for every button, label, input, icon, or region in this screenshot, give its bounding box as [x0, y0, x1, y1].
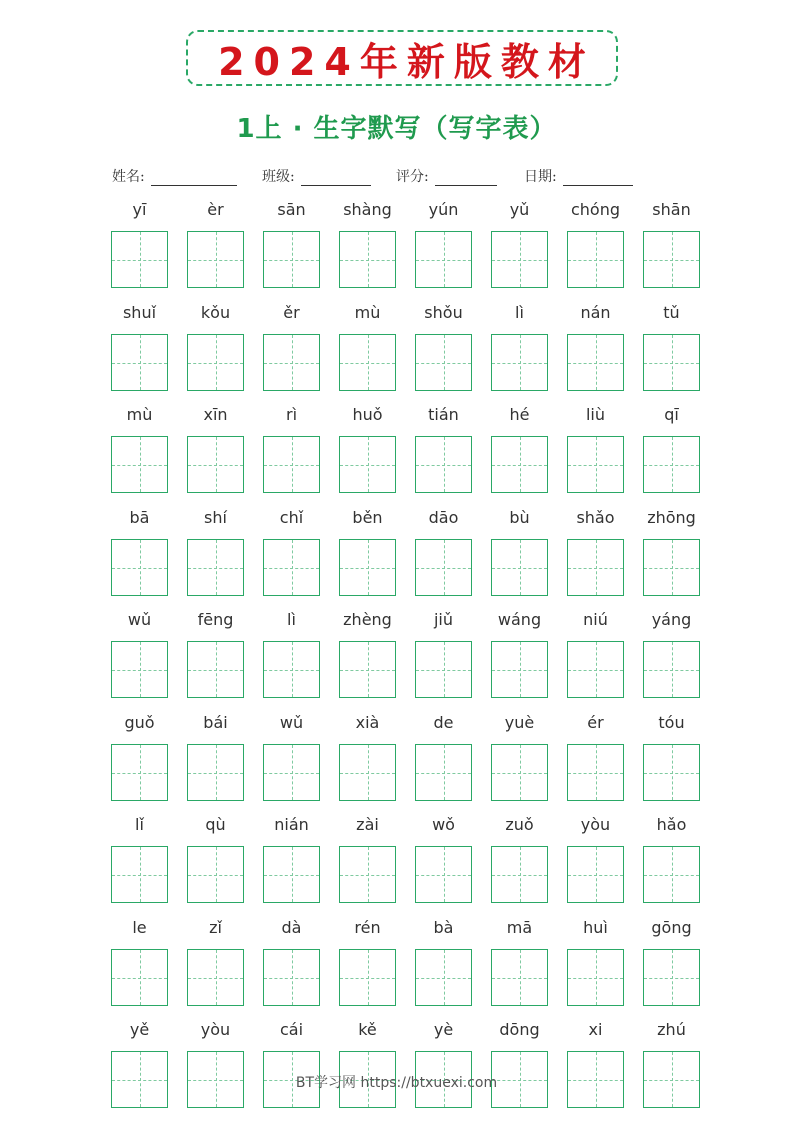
pinyin-label: qī [664, 405, 679, 424]
vertical-guide-line [216, 745, 217, 800]
pinyin-label: mù [354, 303, 381, 322]
vertical-guide-line [368, 642, 369, 697]
tianzige-writing-box[interactable] [187, 641, 244, 698]
tianzige-writing-box[interactable] [339, 949, 396, 1006]
pinyin-label: liù [585, 405, 606, 424]
tianzige-writing-box[interactable] [111, 641, 168, 698]
pinyin-label: guǒ [124, 713, 155, 732]
tianzige-writing-box[interactable] [187, 334, 244, 391]
date-label: 日期: [524, 169, 557, 185]
tianzige-writing-box[interactable] [491, 334, 548, 391]
vertical-guide-line [596, 232, 597, 287]
vertical-guide-line [216, 335, 217, 390]
pinyin-label: shuǐ [122, 303, 157, 322]
tianzige-writing-box[interactable] [567, 334, 624, 391]
vertical-guide-line [368, 950, 369, 1005]
worksheet-subtitle: 1上 · 生字默写（写字表） [236, 114, 557, 144]
vertical-guide-line [292, 847, 293, 902]
vertical-guide-line [520, 642, 521, 697]
pinyin-label: yáng [651, 610, 692, 629]
pinyin-label: wáng [497, 610, 542, 629]
vertical-guide-line [216, 950, 217, 1005]
vertical-guide-line [444, 335, 445, 390]
tianzige-writing-box[interactable] [187, 539, 244, 596]
tianzige-writing-box[interactable] [339, 539, 396, 596]
pinyin-label: rì [285, 405, 298, 424]
pinyin-label: mù [126, 405, 153, 424]
tianzige-writing-box[interactable] [339, 231, 396, 288]
vertical-guide-line [368, 232, 369, 287]
tianzige-writing-box[interactable] [415, 231, 472, 288]
name-label: 姓名: [112, 169, 145, 185]
tianzige-writing-box[interactable] [111, 334, 168, 391]
pinyin-label: sān [277, 200, 306, 219]
class-blank-line[interactable] [301, 171, 371, 186]
tianzige-writing-box[interactable] [491, 846, 548, 903]
tianzige-writing-box[interactable] [111, 949, 168, 1006]
tianzige-writing-box[interactable] [643, 231, 700, 288]
pinyin-label: yě [129, 1020, 150, 1039]
tianzige-writing-box[interactable] [263, 949, 320, 1006]
tianzige-writing-box[interactable] [339, 436, 396, 493]
name-blank-line[interactable] [151, 171, 237, 186]
tianzige-writing-box[interactable] [263, 846, 320, 903]
pinyin-label: shǎo [576, 508, 615, 527]
vertical-guide-line [672, 642, 673, 697]
tianzige-writing-box[interactable] [491, 436, 548, 493]
vertical-guide-line [140, 745, 141, 800]
pinyin-label: dōng [499, 1020, 540, 1039]
pinyin-label: zài [356, 815, 379, 834]
pinyin-label: rén [354, 918, 381, 937]
vertical-guide-line [292, 950, 293, 1005]
vertical-guide-line [140, 950, 141, 1005]
pinyin-label: ěr [283, 303, 300, 322]
pinyin-label: wǔ [279, 713, 304, 732]
pinyin-label: ér [587, 713, 604, 732]
tianzige-writing-box[interactable] [187, 436, 244, 493]
vertical-guide-line [672, 232, 673, 287]
vertical-guide-line [520, 335, 521, 390]
pinyin-label: lì [515, 303, 524, 322]
tianzige-writing-box[interactable] [491, 231, 548, 288]
pinyin-label: chóng [570, 200, 621, 219]
pinyin-label: kǒu [200, 303, 231, 322]
date-blank-line[interactable] [563, 171, 633, 186]
tianzige-writing-box[interactable] [339, 744, 396, 801]
vertical-guide-line [292, 232, 293, 287]
pinyin-label: hǎo [656, 815, 687, 834]
tianzige-writing-box[interactable] [111, 846, 168, 903]
tianzige-writing-box[interactable] [491, 744, 548, 801]
pinyin-label: chǐ [279, 508, 304, 527]
pinyin-label: dà [281, 918, 302, 937]
tianzige-writing-box[interactable] [643, 949, 700, 1006]
pinyin-label: jiǔ [433, 610, 454, 629]
pinyin-label: xià [355, 713, 380, 732]
vertical-guide-line [596, 950, 597, 1005]
tianzige-writing-box[interactable] [339, 641, 396, 698]
pinyin-label: cái [279, 1020, 304, 1039]
pinyin-label: zhōng [647, 508, 696, 527]
vertical-guide-line [216, 540, 217, 595]
vertical-guide-line [368, 540, 369, 595]
tianzige-writing-box[interactable] [111, 744, 168, 801]
tianzige-writing-box[interactable] [567, 641, 624, 698]
pinyin-label: lǐ [135, 815, 144, 834]
vertical-guide-line [520, 437, 521, 492]
vertical-guide-line [292, 335, 293, 390]
vertical-guide-line [596, 335, 597, 390]
pinyin-label: yòu [200, 1020, 231, 1039]
vertical-guide-line [672, 847, 673, 902]
tianzige-writing-box[interactable] [415, 744, 472, 801]
pinyin-label: shàng [343, 200, 392, 219]
vertical-guide-line [368, 847, 369, 902]
pinyin-label: tóu [658, 713, 685, 732]
score-label: 评分: [396, 169, 429, 185]
vertical-guide-line [596, 540, 597, 595]
tianzige-writing-box[interactable] [415, 334, 472, 391]
pinyin-label: kě [358, 1020, 377, 1039]
vertical-guide-line [520, 540, 521, 595]
vertical-guide-line [368, 335, 369, 390]
vertical-guide-line [672, 540, 673, 595]
tianzige-writing-box[interactable] [643, 641, 700, 698]
vertical-guide-line [292, 540, 293, 595]
vertical-guide-line [596, 847, 597, 902]
vertical-guide-line [520, 232, 521, 287]
pinyin-label: nián [274, 815, 309, 834]
class-field[interactable] [262, 166, 371, 186]
tianzige-writing-box[interactable] [567, 539, 624, 596]
vertical-guide-line [216, 642, 217, 697]
pinyin-label: zhèng [343, 610, 392, 629]
pinyin-label: bái [203, 713, 228, 732]
pinyin-label: bà [433, 918, 454, 937]
tianzige-writing-box[interactable] [339, 846, 396, 903]
pinyin-label: xi [588, 1020, 603, 1039]
tianzige-writing-box[interactable] [111, 436, 168, 493]
pinyin-label: huì [583, 918, 608, 937]
tianzige-writing-box[interactable] [643, 436, 700, 493]
pinyin-label: shān [652, 200, 691, 219]
tianzige-writing-box[interactable] [263, 539, 320, 596]
tianzige-writing-box[interactable] [339, 334, 396, 391]
pinyin-label: le [132, 918, 147, 937]
vertical-guide-line [140, 642, 141, 697]
tianzige-writing-box[interactable] [567, 744, 624, 801]
pinyin-label: yòu [580, 815, 611, 834]
pinyin-label: gōng [651, 918, 692, 937]
pinyin-label: wǒ [432, 815, 455, 834]
tianzige-writing-box[interactable] [415, 641, 472, 698]
tianzige-writing-box[interactable] [187, 949, 244, 1006]
vertical-guide-line [444, 437, 445, 492]
tianzige-writing-box[interactable] [643, 744, 700, 801]
vertical-guide-line [444, 232, 445, 287]
tianzige-writing-box[interactable] [643, 846, 700, 903]
tianzige-writing-box[interactable] [263, 436, 320, 493]
pinyin-label: zhú [657, 1020, 686, 1039]
vertical-guide-line [596, 745, 597, 800]
vertical-guide-line [520, 847, 521, 902]
tianzige-writing-box[interactable] [415, 846, 472, 903]
date-field[interactable] [524, 166, 633, 186]
vertical-guide-line [292, 642, 293, 697]
vertical-guide-line [444, 642, 445, 697]
pinyin-label: fēng [197, 610, 234, 629]
pinyin-label: yǔ [509, 200, 530, 219]
tianzige-writing-box[interactable] [187, 846, 244, 903]
pinyin-label: běn [352, 508, 383, 527]
pinyin-label: niú [583, 610, 608, 629]
vertical-guide-line [140, 437, 141, 492]
pinyin-label: zǐ [209, 918, 222, 937]
vertical-guide-line [444, 540, 445, 595]
vertical-guide-line [520, 745, 521, 800]
vertical-guide-line [444, 950, 445, 1005]
pinyin-label: zuǒ [505, 815, 534, 834]
vertical-guide-line [216, 232, 217, 287]
vertical-guide-line [672, 950, 673, 1005]
vertical-guide-line [140, 847, 141, 902]
class-label: 班级: [262, 169, 295, 185]
vertical-guide-line [140, 540, 141, 595]
vertical-guide-line [672, 335, 673, 390]
vertical-guide-line [368, 745, 369, 800]
pinyin-label: tián [428, 405, 459, 424]
pinyin-label: qù [205, 815, 226, 834]
tianzige-writing-box[interactable] [111, 539, 168, 596]
tianzige-writing-box[interactable] [415, 949, 472, 1006]
vertical-guide-line [292, 745, 293, 800]
vertical-guide-line [368, 437, 369, 492]
tianzige-writing-box[interactable] [491, 539, 548, 596]
pinyin-label: yī [132, 200, 147, 219]
tianzige-writing-box[interactable] [567, 949, 624, 1006]
score-field[interactable] [396, 166, 497, 186]
tianzige-writing-box[interactable] [567, 231, 624, 288]
vertical-guide-line [216, 847, 217, 902]
tianzige-writing-box[interactable] [491, 641, 548, 698]
pinyin-label: bā [129, 508, 150, 527]
tianzige-writing-box[interactable] [263, 334, 320, 391]
pinyin-label: xīn [203, 405, 228, 424]
pinyin-label: huǒ [352, 405, 383, 424]
pinyin-label: shí [204, 508, 227, 527]
pinyin-label: yún [428, 200, 459, 219]
vertical-guide-line [140, 232, 141, 287]
vertical-guide-line [216, 437, 217, 492]
pinyin-label: de [433, 713, 454, 732]
tianzige-writing-box[interactable] [263, 231, 320, 288]
tianzige-writing-box[interactable] [187, 744, 244, 801]
pinyin-label: yè [433, 1020, 454, 1039]
pinyin-label: dāo [428, 508, 459, 527]
tianzige-writing-box[interactable] [415, 539, 472, 596]
vertical-guide-line [596, 642, 597, 697]
vertical-guide-line [596, 437, 597, 492]
vertical-guide-line [520, 950, 521, 1005]
vertical-guide-line [672, 437, 673, 492]
pinyin-label: nán [580, 303, 611, 322]
banner-title: 2024年新版教材 [218, 39, 595, 84]
pinyin-label: bù [509, 508, 530, 527]
vertical-guide-line [140, 335, 141, 390]
tianzige-writing-box[interactable] [415, 436, 472, 493]
pinyin-label: èr [207, 200, 224, 219]
vertical-guide-line [672, 745, 673, 800]
tianzige-writing-box[interactable] [263, 641, 320, 698]
tianzige-writing-box[interactable] [491, 949, 548, 1006]
name-field[interactable] [112, 166, 237, 186]
pinyin-label: shǒu [424, 303, 463, 322]
pinyin-label: wǔ [127, 610, 152, 629]
tianzige-writing-box[interactable] [187, 231, 244, 288]
tianzige-writing-box[interactable] [567, 846, 624, 903]
tianzige-writing-box[interactable] [263, 744, 320, 801]
pinyin-label: mā [506, 918, 533, 937]
pinyin-label: hé [509, 405, 530, 424]
footer-watermark: BT学习网 https://btxuexi.com [295, 1075, 498, 1091]
vertical-guide-line [444, 847, 445, 902]
vertical-guide-line [292, 437, 293, 492]
tianzige-writing-box[interactable] [111, 231, 168, 288]
pinyin-label: yuè [504, 713, 535, 732]
pinyin-label: lì [287, 610, 296, 629]
vertical-guide-line [444, 745, 445, 800]
tianzige-writing-box[interactable] [567, 436, 624, 493]
tianzige-writing-box[interactable] [643, 539, 700, 596]
pinyin-label: tǔ [663, 303, 680, 322]
tianzige-writing-box[interactable] [643, 334, 700, 391]
title-banner [186, 30, 618, 86]
score-blank-line[interactable] [435, 171, 497, 186]
